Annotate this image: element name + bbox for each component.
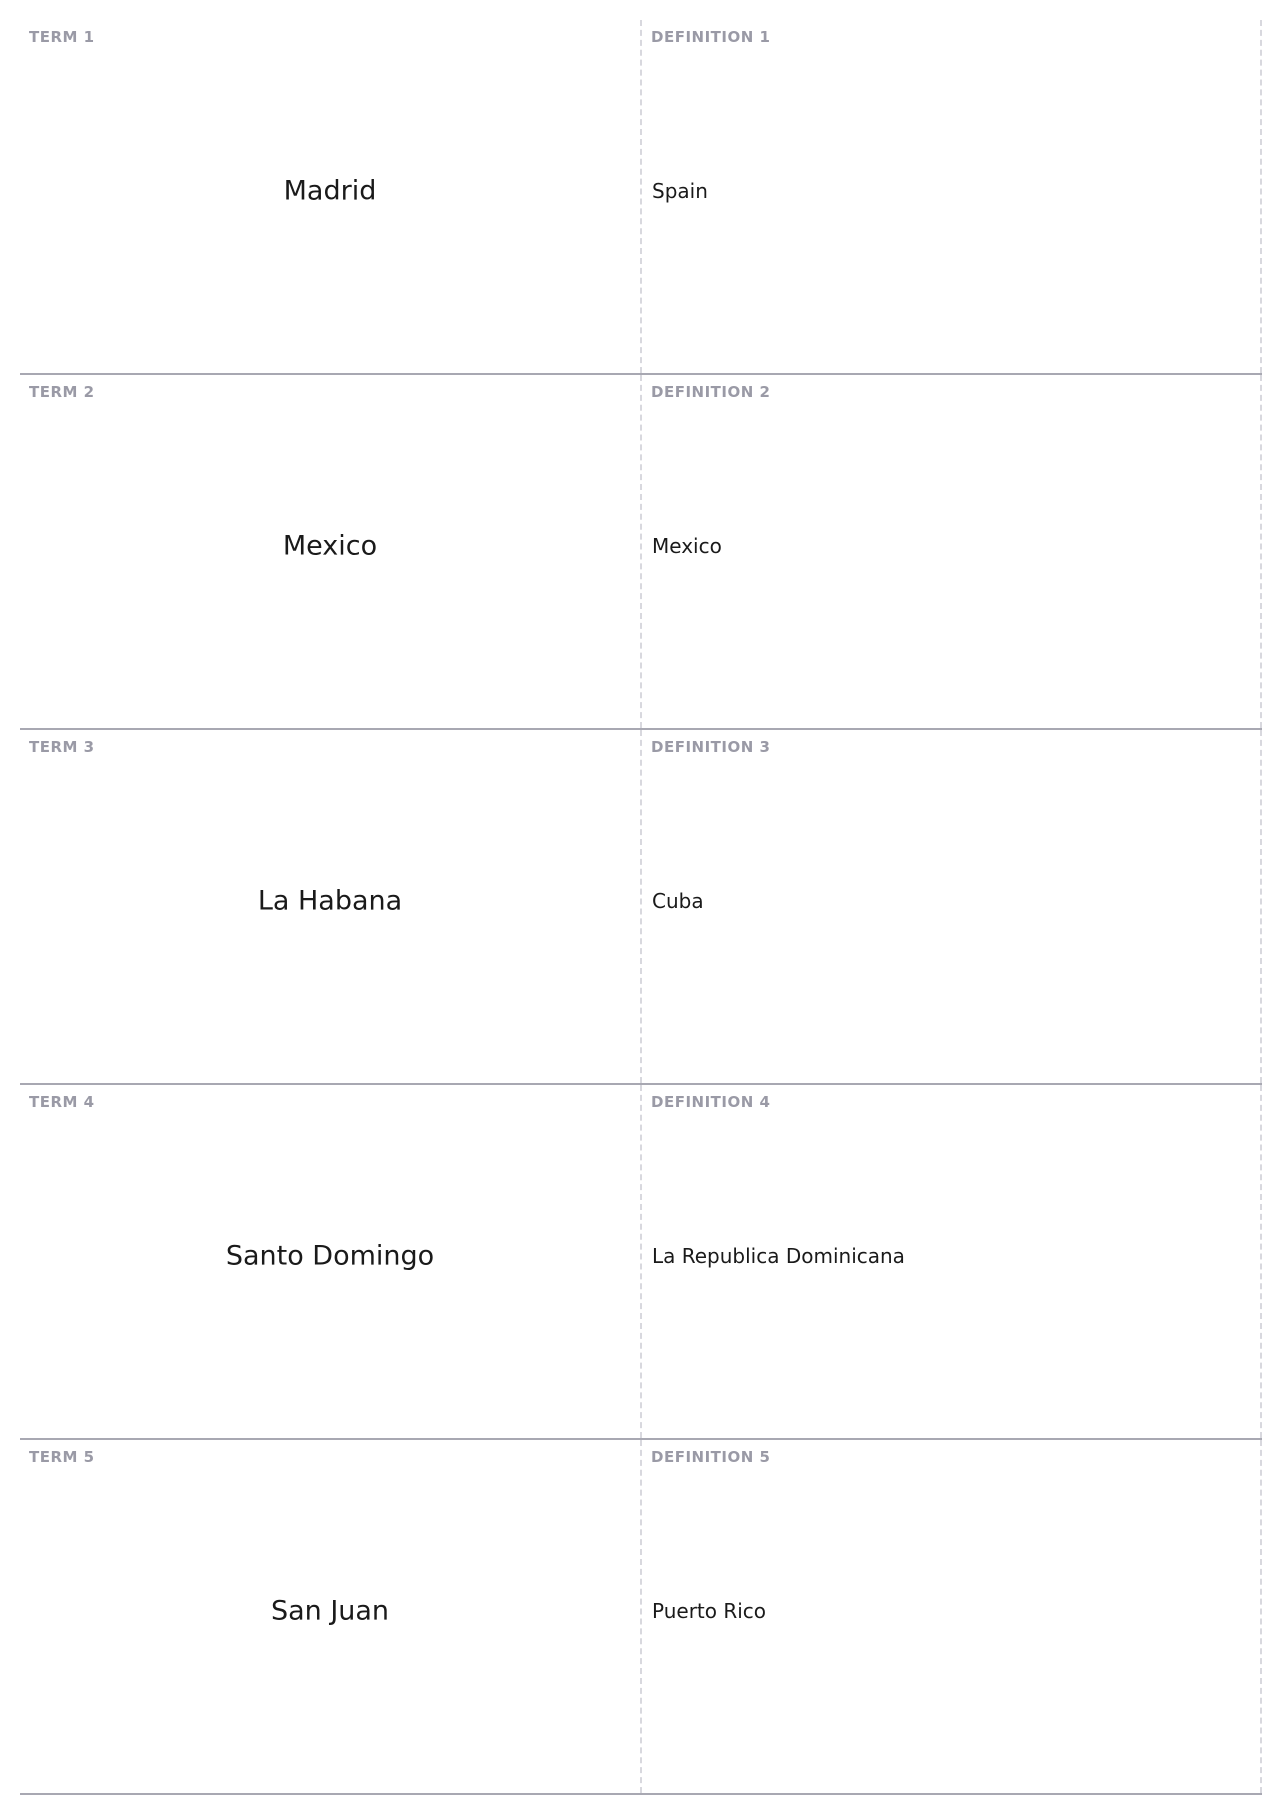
- term-label: TERM 4: [29, 1093, 95, 1111]
- flashcard-row: [20, 1440, 1262, 1795]
- flashcard-row: [20, 730, 1262, 1085]
- definition-label: DEFINITION 4: [651, 1093, 771, 1111]
- flashcard-row: [20, 1085, 1262, 1440]
- flashcard-row: [20, 375, 1262, 730]
- definition-label: DEFINITION 3: [651, 738, 771, 756]
- definition-text: La Republica Dominicana: [652, 1243, 905, 1268]
- term-text: Madrid: [283, 175, 377, 206]
- term-text: La Habana: [257, 885, 403, 916]
- definition-text: Spain: [652, 178, 708, 203]
- definition-label: DEFINITION 1: [651, 28, 771, 46]
- term-text: Santo Domingo: [225, 1240, 435, 1271]
- definition-cell: [642, 375, 1262, 728]
- term-label: TERM 3: [29, 738, 95, 756]
- term-text: San Juan: [270, 1595, 390, 1626]
- definition-text: Mexico: [652, 533, 722, 558]
- term-cell: [20, 730, 642, 1083]
- definition-label: DEFINITION 2: [651, 383, 771, 401]
- definition-label: DEFINITION 5: [651, 1448, 771, 1466]
- term-label: TERM 1: [29, 28, 95, 46]
- flashcard-sheet: [20, 20, 1262, 1796]
- term-cell: [20, 1440, 642, 1793]
- definition-cell: [642, 730, 1262, 1083]
- term-text: Mexico: [282, 530, 378, 561]
- flashcard-row: [20, 20, 1262, 375]
- definition-cell: [642, 1440, 1262, 1793]
- term-cell: [20, 20, 642, 373]
- definition-cell: [642, 20, 1262, 373]
- definition-cell: [642, 1085, 1262, 1438]
- term-label: TERM 5: [29, 1448, 95, 1466]
- term-cell: [20, 1085, 642, 1438]
- term-label: TERM 2: [29, 383, 95, 401]
- term-cell: [20, 375, 642, 728]
- definition-text: Puerto Rico: [652, 1598, 767, 1623]
- definition-text: Cuba: [652, 888, 704, 913]
